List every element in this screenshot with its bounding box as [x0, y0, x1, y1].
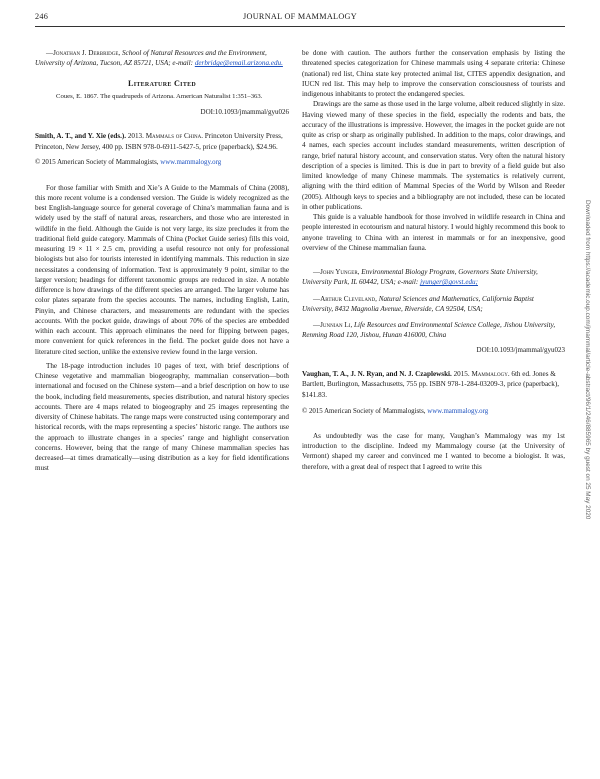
doi-label: DOI:10.1093/jmammal/gyu023 [476, 345, 565, 354]
book-authors: Vaughan, T. A., J. N. Ryan, and N. J. Czaplewski. [302, 369, 452, 378]
journal-title: JOURNAL OF MAMMALOGY [243, 12, 357, 21]
right-column [302, 48, 565, 472]
signature-derbridge: —Jonathan J. Derbridge, School of Natural Resources and the Environment, University of Arizona, Tucson, AZ 85721, USA; e-mail: derbridge@email.arizona.edu. [35, 49, 283, 68]
author-email-link[interactable]: derbridge@email.arizona.edu. [194, 59, 283, 68]
review-paragraph: For those familiar with Smith and Xie’s A Guide to the Mammals of China (2008), this more recent volume is a condensed version. The Guide is widely recognized as the best English-language source for general coverage of China’s mammalian fauna and is widely used by the staff of natural areas, researchers, and those who are interested in wildlife in the field. Although the Guide is not very large, its size precludes it from the traditional field guide category. Mammals of China (Pocket Guide series) fills this void, measuring 19 × 11 × 2.5 cm, providing a useful resource not only for professional biologists but also for tourists interested in identifying mammals. This reduction in size necessitates a condensing of information. Text is approximately 9 point, similar to the larger version; headings for different taxonomic groups are reduced in size. A notable difference is how drawings of the different species are arranged. The larger volume has color plates separate from the species accounts. The names, including English, Latin, Pinyin, and Chinese characters, and measurements are redundant with the species accounts. With the pocket guide, drawings of about 70% of the species are embedded within each account. This approach eliminates the need for flipping between pages, more convenient for quick references in the field. The pocket guide does not have a literature cited section, unlike the extensive review found in the large version. [35, 183, 289, 356]
download-watermark: Downloaded from https://academic.oup.com/jmammal/article-abstract/96/1/246/885965 by guest on 25 May 2020 [584, 200, 591, 520]
author-affiliation: , Environmental Biology Program, Governors State University, University Park, IL 60442, USA; e-mail: [302, 268, 538, 287]
book-title: Mammalogy [471, 369, 508, 378]
author-affiliation: , Life Resources and Environmental Science College, Jishou University, Renming Road 120, Jishou, Hunan 416000, China [302, 321, 556, 340]
book-publisher: . Princeton University Press, Princeton, New Jersey, 400 pp. ISBN 978-0-6911-5427-5, price (paperback), $24.96. [35, 132, 283, 151]
book-citation [35, 131, 289, 152]
author-name: Arthur Cleveland [320, 294, 376, 303]
book-citation [302, 369, 565, 401]
review-paragraph: Drawings are the same as those used in the large volume, albeit reduced slightly in size. Having viewed many of these species in the field, especially the rodents and bats, the accuracy of the illustrations is impressive. However, the images in the pocket guide are not quite as crisp or sharp as originally published. In addition to the maps, color drawings, and 4 names, each species account includes standard measurements, written description of range, brief natural history account, and conservation status. Very often the natural history description of a species is limited. This is due in part to brevity of a field guide but also limited knowledge of many Chinese mammals. The systematics is relatively current, aligning with the third edition of Mammal Species of the World by Wilson and Reeder (2005). Although keys to species and a bibliography are not included, these can be located in other publications. [302, 100, 565, 211]
page-number: 246 [35, 12, 49, 21]
reference-entry: Coues, E. 1867. The quadrupeds of Arizona. American Naturalist 1:351–363. [56, 92, 263, 100]
author-name: Junnian Li [320, 321, 351, 329]
book-authors: Smith, A. T., and Y. Xie (eds.). [35, 132, 127, 141]
section-heading: Literature Cited [127, 78, 197, 88]
author-affiliation: School of Natural Resources and the Environment, University of Arizona, Tucson, AZ 85721, USA; e-mail: [35, 49, 267, 68]
header-rule [35, 26, 565, 27]
book-publisher: . 6th ed. Jones & Bartlett, Burlington, Massachusetts, 755 pp. ISBN 978-1-284-03209-3, price (paperback), $141.83. [302, 369, 560, 399]
book-year: 2013. [126, 132, 146, 141]
author-name: John Yunger [320, 268, 358, 276]
left-column [35, 48, 289, 474]
signature-yunger: —John Yunger, Environmental Biology Program, Governors State University, University Park, IL 60442, USA; e-mail: jyunger@govst.edu; [302, 268, 538, 287]
review-paragraph: As undoubtedly was the case for many, Vaughan’s Mammalogy was my 1st introduction to the discipline. Indeed my Mammalogy course (at the University of Vermont) shaped my career and convinced me I wanted to become a biologist. It was, therefore, with a great deal of respect that I agreed to write this [302, 431, 565, 471]
signature-li: —Junnian Li, Life Resources and Environmental Science College, Jishou University, Renming Road 120, Jishou, Hunan 416000, China [302, 321, 556, 340]
signature-cleveland: —Arthur Cleveland, Natural Sciences and Mathematics, California Baptist University, 8432 Magnolia Avenue, Riverside, CA 92504, USA; [302, 294, 534, 313]
author-name: Jonathan J. Derbridge [53, 49, 119, 57]
review-paragraph: be done with caution. The authors further the conservation emphasis by listing the threatened species categorization for Chinese mammals using 4 separate criteria: Chinese (national) red list, China state key protected animal list, CITES appendix designation, and IUCN red list. This may help to improve the conservation consciousness of tourists and indigenous inhabitants to protect the endangered species. [302, 49, 565, 98]
society-link[interactable]: www.mammalogy.org [160, 159, 222, 167]
book-title: Mammals of China [145, 132, 202, 141]
book-year: 2015. [451, 369, 472, 378]
author-affiliation: , Natural Sciences and Mathematics, California Baptist University, 8432 Magnolia Avenue, Riverside, CA 92504, USA; [302, 294, 534, 313]
review-paragraph: This guide is a valuable handbook for those involved in wildlife research in China and people interested in ecotourism and natural history. I would highly recommend this book to anyone traveling to China with an interest in mammals or for an inexpensive, good overview of the Chinese mammalian fauna. [302, 213, 565, 252]
copyright-line: © 2015 American Society of Mammalogists, www.mammalogy.org [35, 159, 222, 167]
copyright-line: © 2015 American Society of Mammalogists, www.mammalogy.org [302, 407, 489, 415]
author-email-link[interactable]: jyunger@govst.edu; [420, 278, 479, 287]
society-link[interactable]: www.mammalogy.org [427, 407, 489, 415]
doi-label: DOI:10.1093/jmammal/gyu026 [200, 107, 289, 116]
review-paragraph: The 18-page introduction includes 10 pages of text, with brief descriptions of Chinese vegetative and mammalian biogeography, mammalian conservation—both international and focused on the Chinese system—and a brief description on how to use the book, including field measurements, species distribution, and natural history species accounts. There are 4 maps related to biogeography and 25 images representing the diversity of Chinese habitats. The range maps were constructed using contemporary and historical records, with the maps representing a species’ historic range. The authors use the approach to illustrate changes in a species’ range and highlight conservation concerns. However, being that the range of many Chinese mammalian species has decreased—at times dramatically—using distribution as a key for field identifications must [35, 361, 289, 473]
running-header [35, 12, 565, 26]
